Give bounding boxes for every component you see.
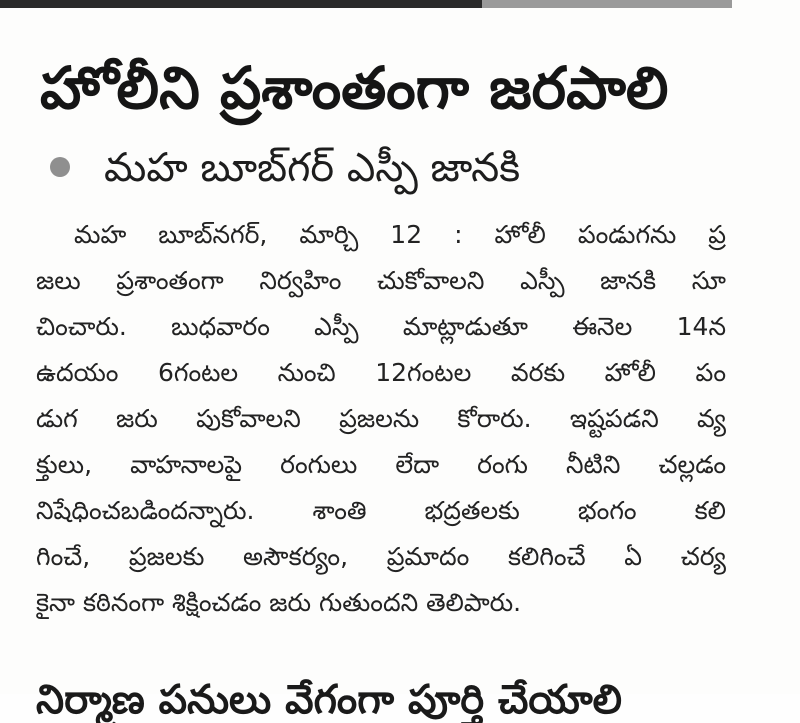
body-line: నిషేధించబడిందన్నారు. శాంతి భద్రతలకు భంగం కలి [36, 496, 726, 525]
subhead-text: మహ బూబ్‌గర్ ఎస్పీ జానకి [104, 145, 521, 191]
next-headline-fragment: నిర్మాణ పనులు వేగంగా పూర్తి చేయాలి [36, 677, 622, 723]
body-line: కైనా కఠినంగా శిక్షించడం జరు గుతుందని తెలిపారు. [36, 588, 522, 617]
body-line: ఉదయం 6గంటల నుంచి 12గంటల వరకు హోలీ పం [36, 358, 726, 387]
body-line: క్తులు, వాహనాలపై రంగులు లేదా రంగు నీటిని చల్లడం [36, 450, 726, 479]
body-line: గించే, ప్రజలకు అసౌకర్యం, ప్రమాదం కలిగించే ఏ చర్య [36, 542, 726, 571]
body-line: చించారు. బుధవారం ఎస్పీ మాట్లాడుతూ ఈనెల 14న [36, 312, 726, 341]
body-line: జలు ప్రశాంతంగా నిర్వహిం చుకోవాలని ఎస్పీ జానకి సూ [36, 266, 726, 295]
subhead [40, 138, 760, 198]
bullet-dot-icon [50, 157, 70, 177]
body-line: డుగ జరు పుకోవాలని ప్రజలను కోరారు. ఇష్టపడని వ్య [36, 404, 726, 433]
headline: హోలీని ప్రశాంతంగా జరపాలి [40, 54, 669, 122]
article-body [36, 212, 726, 626]
top-rule-grey-segment [482, 0, 732, 8]
body-line: మహ బూబ్‌నగర్, మార్చి 12 : హోలీ పండుగను ప్ర [74, 220, 726, 249]
next-headline-cutoff [36, 677, 726, 723]
